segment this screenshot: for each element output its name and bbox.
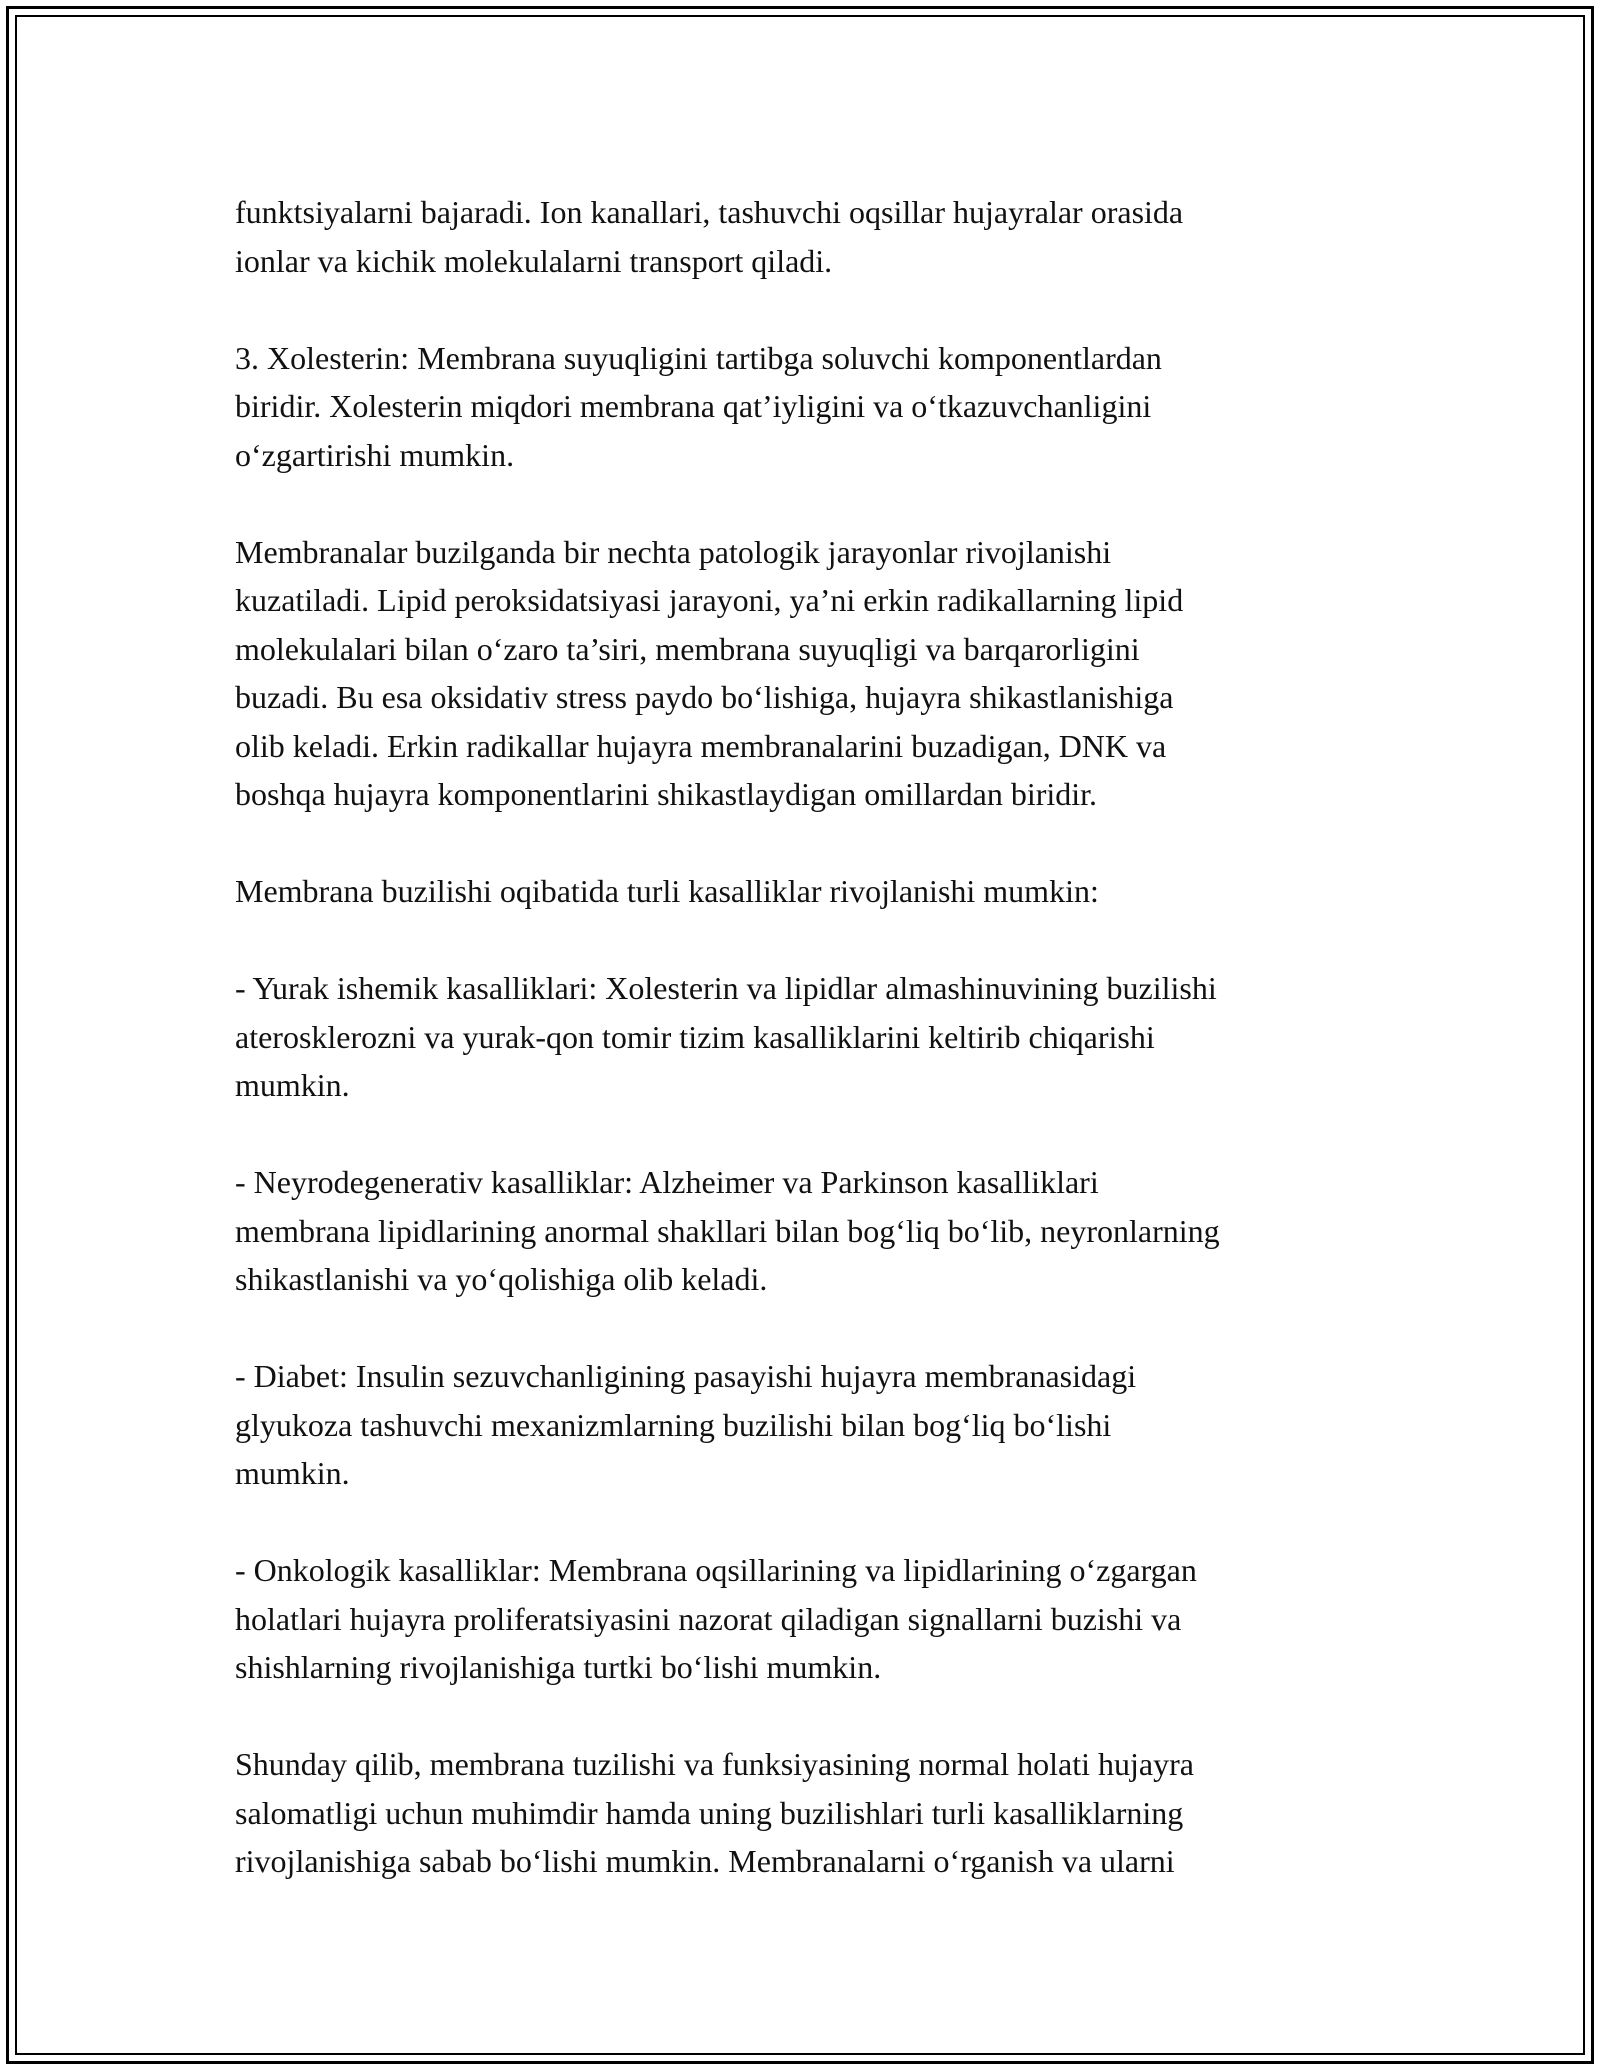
- text-line: Membrana buzilishi oqibatida turli kasalliklar rivojlanishi mumkin:: [235, 873, 1099, 909]
- text-line: Membranalar buzilganda bir nechta patologik jarayonlar rivojlanishi: [235, 533, 1112, 570]
- text-line: aterosklerozni va yurak-qon tomir tizim kasalliklarini keltirib chiqarishi: [235, 1018, 1155, 1055]
- text-line: mumkin.: [235, 1455, 350, 1491]
- text-line: Shunday qilib, membrana tuzilishi va funksiyasining normal holati hujayra: [235, 1746, 1194, 1782]
- text-line: - Diabet: Insulin sezuvchanligining pasayishi hujayra membranasidagi: [235, 1358, 1137, 1394]
- paragraph-ion-channels: [235, 188, 1395, 285]
- list-item-diabetes: [235, 1352, 1395, 1498]
- paragraph-conclusion: [235, 1740, 1395, 1886]
- text-line: mumkin.: [235, 1067, 350, 1103]
- text-line: salomatligi uchun muhimdir hamda uning buzilishlari turli kasalliklarning: [235, 1794, 1184, 1831]
- list-item-neurodegenerative: [235, 1158, 1395, 1304]
- text-line: - Onkologik kasalliklar: Membrana oqsillarining va lipidlarining o‘zgargan: [235, 1552, 1197, 1588]
- text-line: boshqa hujayra komponentlarini shikastlaydigan omillardan biridir.: [235, 776, 1098, 812]
- text-line: - Neyrodegenerativ kasalliklar: Alzheimer va Parkinson kasalliklari: [235, 1164, 1099, 1200]
- text-line: glyukoza tashuvchi mexanizmlarning buzilishi bilan bog‘liq bo‘lishi: [235, 1406, 1112, 1443]
- text-line: membrana lipidlarining anormal shakllari bilan bog‘liq bo‘lib, neyronlarning: [235, 1212, 1220, 1249]
- text-line: olib keladi. Erkin radikallar hujayra membranalarini buzadigan, DNK va: [235, 727, 1167, 764]
- text-line: shikastlanishi va yo‘qolishiga olib keladi.: [235, 1261, 768, 1297]
- text-line: kuzatiladi. Lipid peroksidatsiyasi jarayoni, ya’ni erkin radikallarning lipid: [235, 582, 1184, 618]
- text-line: buzadi. Bu esa oksidativ stress paydo bo‘lishiga, hujayra shikastlanishiga: [235, 679, 1174, 715]
- text-line: o‘zgartirishi mumkin.: [235, 436, 515, 473]
- text-line: rivojlanishiga sabab bo‘lishi mumkin. Membranalarni o‘rganish va ularni: [235, 1843, 1175, 1879]
- paragraph-membrane-damage: [235, 528, 1395, 819]
- text-line: molekulalari bilan o‘zaro ta’siri, membrana suyuqligi va barqarorligini: [235, 630, 1140, 667]
- list-item-heart-disease: [235, 964, 1395, 1110]
- text-line: holatlari hujayra proliferatsiyasini nazorat qiladigan signallarni buzishi va: [235, 1600, 1182, 1637]
- document-body: [235, 188, 1395, 1934]
- text-line: shishlarning rivojlanishiga turtki bo‘lishi mumkin.: [235, 1649, 882, 1685]
- text-line: ionlar va kichik molekulalarni transport qiladi.: [235, 242, 833, 279]
- text-line: 3. Xolesterin: Membrana suyuqligini tartibga soluvchi komponentlardan: [235, 339, 1162, 376]
- paragraph-diseases-intro: [235, 867, 1395, 916]
- text-line: funktsiyalarni bajaradi. Ion kanallari, tashuvchi oqsillar hujayralar orasida: [235, 194, 1184, 230]
- text-line: - Yurak ishemik kasalliklari: Xolesterin va lipidlar almashinuvining buzilishi: [235, 970, 1217, 1006]
- list-item-oncology: [235, 1546, 1395, 1692]
- paragraph-cholesterol: [235, 334, 1395, 480]
- text-line: biridir. Xolesterin miqdori membrana qat’iyligini va o‘tkazuvchanligini: [235, 388, 1152, 424]
